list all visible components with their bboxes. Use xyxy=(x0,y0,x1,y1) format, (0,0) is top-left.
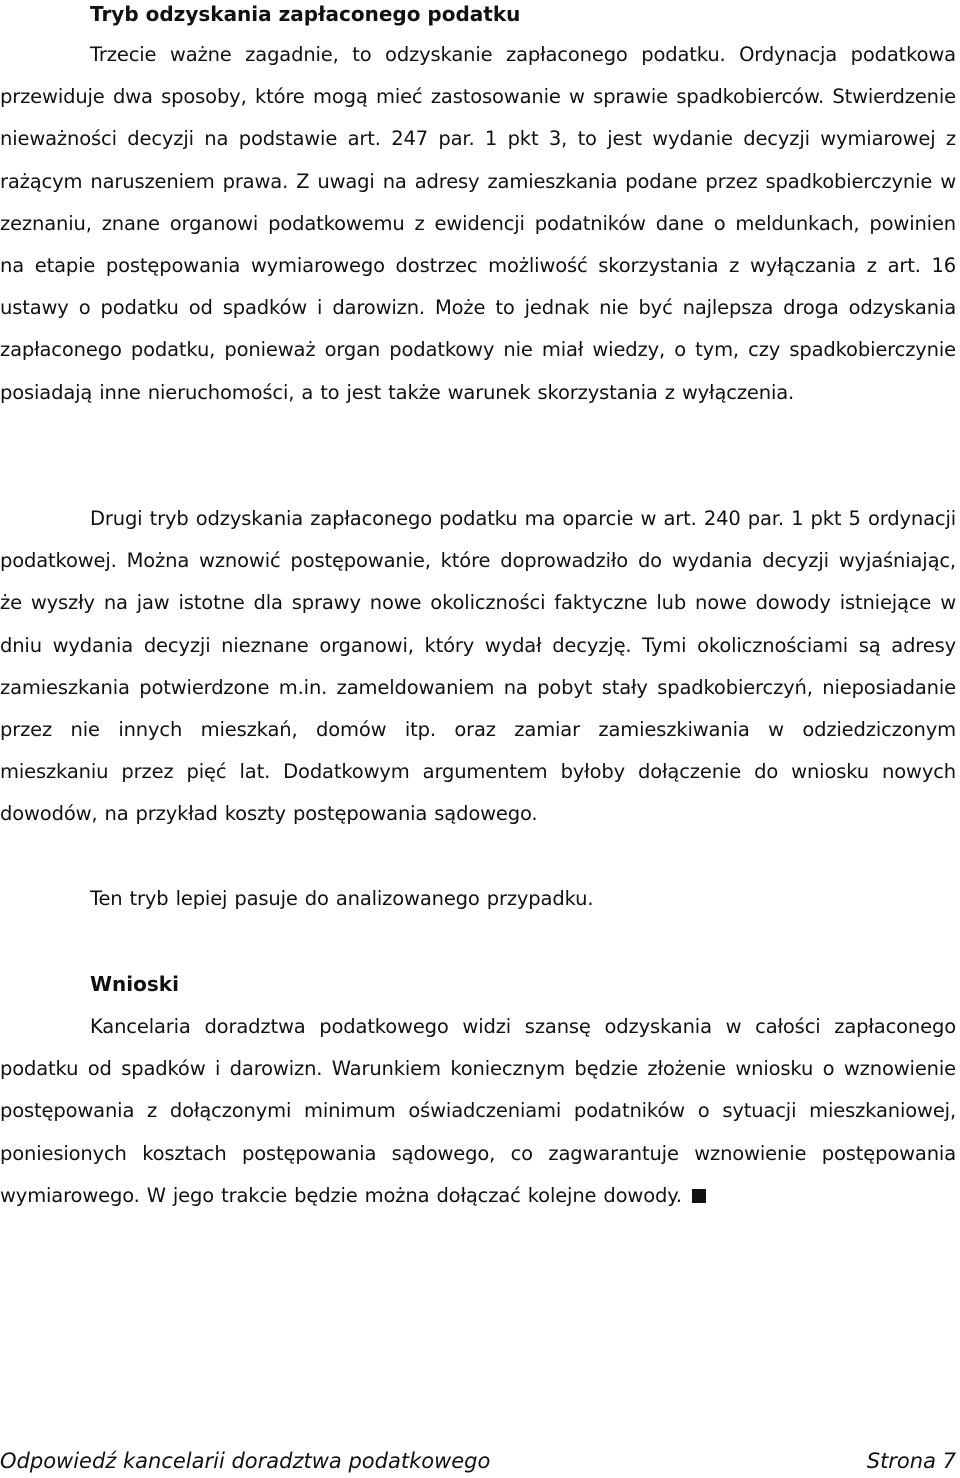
paragraph-conclusion-line: Ten tryb lepiej pasuje do analizowanego przypadku. xyxy=(90,887,594,910)
conclusions-text: Kancelaria doradztwa podatkowego widzi szansę odzyskania w całości zapłaconego podatku od spadków i darowizn. Warunkiem koniecznym będzie złożenie wniosku o wznowienie postępowania z dołączonymi minimum oświadczeniami podatników o sytuacji mieszkaniowej, poniesionych kosztach postępowania sądowego, co zagwarantuje wznowienie postępowania wymiarowego. W jego trakcie będzie można dołączać kolejne dowody. xyxy=(0,1015,956,1207)
paragraph-second-mode: Drugi tryb odzyskania zapłaconego podatku ma oparcie w art. 240 par. 1 pkt 5 ordynacji podatkowej. Można wznowić postępowanie, które doprowadziło do wydania decyzji wyjaśniając, że wyszły na jaw istotne dla sprawy nowe okoliczności faktyczne lub nowe dowody istniejące w dniu wydania decyzji nieznane organowi, który wydał decyzję. Tymi okolicznościami są adresy zamieszkania potwierdzone m.in. zameldowaniem na pobyt stały spadkobierczyń, nieposiadanie przez nie innych mieszkań, domów itp. oraz zamiar zamieszkiwania w odziedziczonym mieszkaniu przez pięć lat. Dodatkowym argumentem byłoby dołączenie do wniosku nowych dowodów, na przykład koszty postępowania sądowego. xyxy=(0,507,956,826)
page-footer xyxy=(0,1446,956,1476)
footer-document-title: Odpowiedź kancelarii doradztwa podatkowego xyxy=(0,1449,491,1473)
footer-page-number: Strona 7 xyxy=(866,1449,956,1473)
section-title-recovery: Tryb odzyskania zapłaconego podatku xyxy=(90,2,521,26)
end-of-text-square-icon xyxy=(692,1189,706,1203)
paragraph-conclusions xyxy=(0,1006,956,1217)
paragraph-recovery-methods: Trzecie ważne zagadnie, to odzyskanie zapłaconego podatku. Ordynacja podatkowa przewiduje dwa sposoby, które mogą mieć zastosowanie w sprawie spadkobierców. Stwierdzenie nieważności decyzji na podstawie art. 247 par. 1 pkt 3, to jest wydanie decyzji wymiarowej z rażącym naruszeniem prawa. Z uwagi na adresy zamieszkania podane przez spadkobierczynie w zeznaniu, znane organowi podatkowemu z ewidencji podatników dane o meldunkach, powinien na etapie postępowania wymiarowego dostrzec możliwość skorzystania z wyłączania z art. 16 ustawy o podatku od spadków i darowizn. Może to jednak nie być najlepsza droga odzyskania zapłaconego podatku, ponieważ organ podatkowy nie miał wiedzy, o tym, czy spadkobierczynie posiadają inne nieruchomości, a to jest także warunek skorzystania z wyłączenia. xyxy=(0,43,956,404)
section-title-conclusions: Wnioski xyxy=(90,972,179,996)
